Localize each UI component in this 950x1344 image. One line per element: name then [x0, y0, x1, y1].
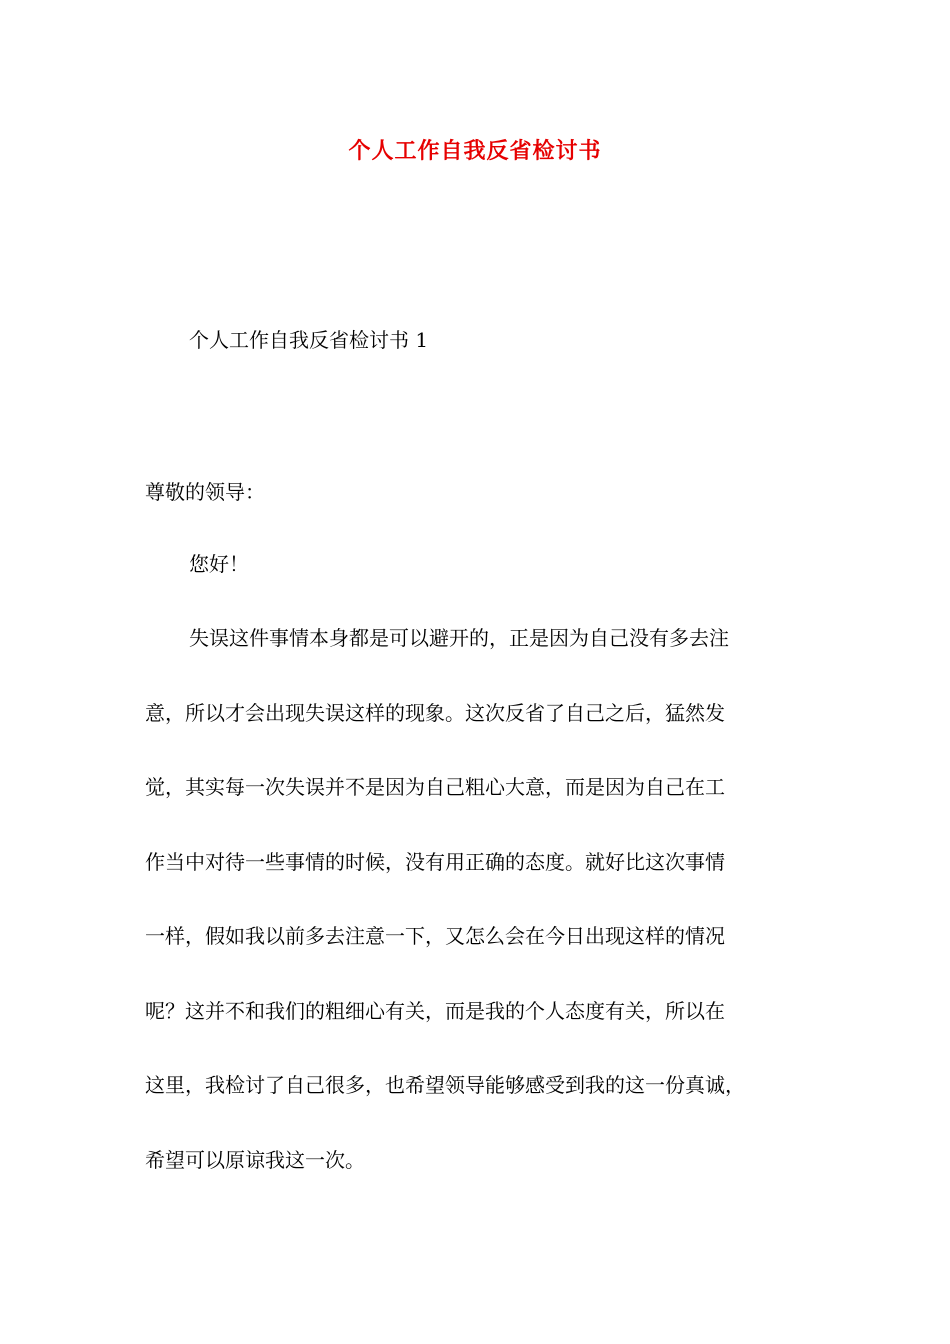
paragraph-line: 呢？这并不和我们的粗细心有关，而是我的个人态度有关，所以在 [145, 998, 725, 1023]
paragraph-line: 意，所以才会出现失误这样的现象。这次反省了自己之后，猛然发 [145, 700, 725, 725]
paragraph-line: 觉，其实每一次失误并不是因为自己粗心大意，而是因为自己在工 [145, 775, 725, 799]
paragraph-line: 作当中对待一些事情的时候，没有用正确的态度。就好比这次事情 [145, 849, 725, 874]
section-heading: 个人工作自我反省检讨书 1 [189, 328, 429, 352]
paragraph-line: 失误这件事情本身都是可以避开的，正是因为自己没有多去注 [189, 626, 729, 650]
document-title: 个人工作自我反省检讨书 [348, 138, 602, 164]
paragraph-line: 一样，假如我以前多去注意一下，又怎么会在今日出现这样的情况 [145, 924, 725, 948]
salutation: 尊敬的领导： [145, 480, 265, 504]
body-paragraph [145, 624, 810, 1220]
paragraph-line: 这里，我检讨了自己很多，也希望领导能够感受到我的这一份真诚， [145, 1073, 745, 1097]
paragraph-line: 希望可以原谅我这一次。 [145, 1147, 365, 1172]
greeting: 您好！ [189, 552, 249, 576]
